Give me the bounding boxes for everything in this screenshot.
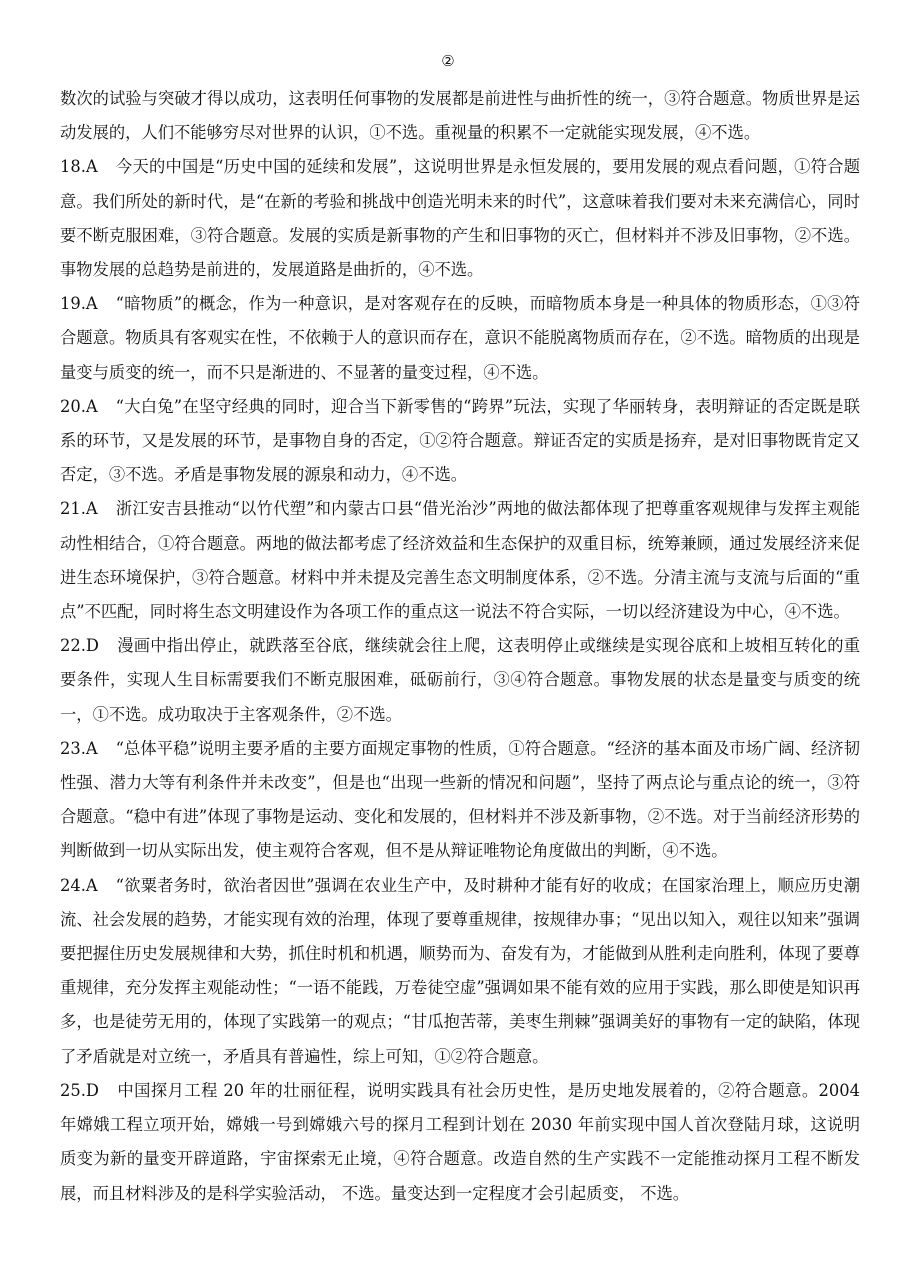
answer-item-19 — [60, 287, 860, 390]
item-explanation: “暗物质”的概念，作为一种意识，是对客观存在的反映，而暗物质本身是一种具体的物质形态，①③符合题意。物质具有客观实在性，不依赖于人的意识而存在，意识不能脱离物质而存在，②不选。暗物质的出现是量变与质变的统一，而不只是渐进的、不显著的量变过程，④不选。 — [60, 294, 860, 382]
item-answer: A — [85, 738, 98, 758]
item-number: 18. — [60, 157, 86, 177]
item-answer: A — [85, 294, 98, 314]
item-answer: A — [85, 499, 98, 519]
answer-item-23 — [60, 732, 860, 869]
item-answer: D — [85, 1080, 99, 1100]
item-explanation: 漫画中指出停止，就跌落至谷底，继续就会往上爬，这表明停止或继续是实现谷底和上坡相互转化的重要条件，实现人生目标需要我们不断克服困难，砥砺前行，③④符合题意。事物发展的状态是量变与质变的统一，①不选。成功取决于主客观条件，②不选。 — [60, 636, 860, 724]
continued-paragraph: 数次的试验与突破才得以成功，这表明任何事物的发展都是前进性与曲折性的统一，③符合题意。物质世界是运动发展的，人们不能够穷尽对世界的认识，①不选。重视量的积累不一定就能实现发展，④不选。 — [60, 89, 860, 143]
answer-page — [60, 50, 860, 1211]
item-number: 25. — [60, 1080, 86, 1100]
item-explanation: 中国探月工程 20 年的壮丽征程，说明实践具有社会历史性，是历史地发展着的，②符合题意。2004 年嫦娥工程立项开始，嫦娥一号到嫦娥六号的探月工程到计划在 2030 年前实现中国人首次登陆月球，这说明质变为新的量变开辟道路，宇宙探索无止境，④符合题意。改造自然的生产实践不一定能推动探月工程不断发展，而且材料涉及的是科学实验活动， 不选。量变达到一定程度才会引起质变， 不选。 — [60, 1080, 860, 1203]
answer-item-21 — [60, 492, 860, 629]
answer-item-24 — [60, 869, 860, 1074]
item-answer: A — [85, 396, 98, 416]
item-number: 21. — [60, 499, 86, 519]
item-number: 22. — [60, 636, 86, 656]
item-explanation: “欲粟者务时，欲治者因世”强调在农业生产中，及时耕种才能有好的收成；在国家治理上，顺应历史潮流、社会发展的趋势，才能实现有效的治理，体现了要尊重规律，按规律办事；“见出以知入，观往以知来”强调要把握住历史发展规律和大势，抓住时机和机遇，顺势而为、奋发有为，才能做到从胜利走向胜利，体现了要尊重规律，充分发挥主观能动性；“一语不能践，万卷徒空虚”强调如果不能有效的应用于实践，那么即使是知识再多，也是徒劳无用的，体现了实践第一的观点；“甘瓜抱苦蒂，美枣生荆棘”强调美好的事物有一定的缺陷，体现了矛盾就是对立统一，矛盾具有普遍性，综上可知，①②符合题意。 — [60, 875, 860, 1066]
answer-item-22 — [60, 629, 860, 732]
page-number: ② — [441, 52, 455, 70]
answer-item-18 — [60, 150, 860, 287]
answer-item-25 — [60, 1074, 860, 1211]
item-number: 20. — [60, 396, 86, 416]
item-answer: A — [85, 875, 98, 895]
item-number: 24. — [60, 875, 86, 895]
item-answer: D — [85, 636, 99, 656]
item-explanation: 今天的中国是“历史中国的延续和发展”，这说明世界是永恒发展的，要用发展的观点看问题，①符合题意。我们所处的新时代，是“在新的考验和挑战中创造光明未来的时代”，这意味着我们要对未来充满信心，同时要不断克服困难，③符合题意。发展的实质是新事物的产生和旧事物的灭亡，但材料并不涉及旧事物，②不选。事物发展的总趋势是前进的，发展道路是曲折的，④不选。 — [60, 157, 860, 280]
item-explanation: 浙江安吉县推动“以竹代塑”和内蒙古口县“借光治沙”两地的做法都体现了把尊重客观规律与发挥主观能动性相结合，①符合题意。两地的做法都考虑了经济效益和生态保护的双重目标，统筹兼顾，通过发展经济来促进生态环境保护，③符合题意。材料中并未提及完善生态文明制度体系，②不选。分清主流与支流与后面的“重点”不匹配，同时将生态文明建设作为各项工作的重点这一说法不符合实际，一切以经济建设为中心，④不选。 — [60, 499, 860, 622]
item-explanation: “大白兔”在坚守经典的同时，迎合当下新零售的“跨界”玩法，实现了华丽转身，表明辩证的否定既是联系的环节，又是发展的环节，是事物自身的否定，①②符合题意。辩证否定的实质是扬弃，是对旧事物既肯定又否定，③不选。矛盾是事物发展的源泉和动力，④不选。 — [60, 396, 860, 485]
item-number: 23. — [60, 738, 86, 758]
answer-item-20 — [60, 390, 860, 493]
item-explanation: “总体平稳”说明主要矛盾的主要方面规定事物的性质，①符合题意。“经济的基本面及市场广阔、经济韧性强、潜力大等有利条件并未改变”，但是也“出现一些新的情况和问题”，坚持了两点论与重点论的统一，③符合题意。“稳中有进”体现了事物是运动、变化和发展的，但材料并不涉及新事物，②不选。对于当前经济形势的判断做到一切从实际出发，使主观符合客观，但不是从辩证唯物论角度做出的判断，④不选。 — [60, 738, 860, 861]
item-answer: A — [85, 157, 98, 177]
item-number: 19. — [60, 294, 86, 314]
